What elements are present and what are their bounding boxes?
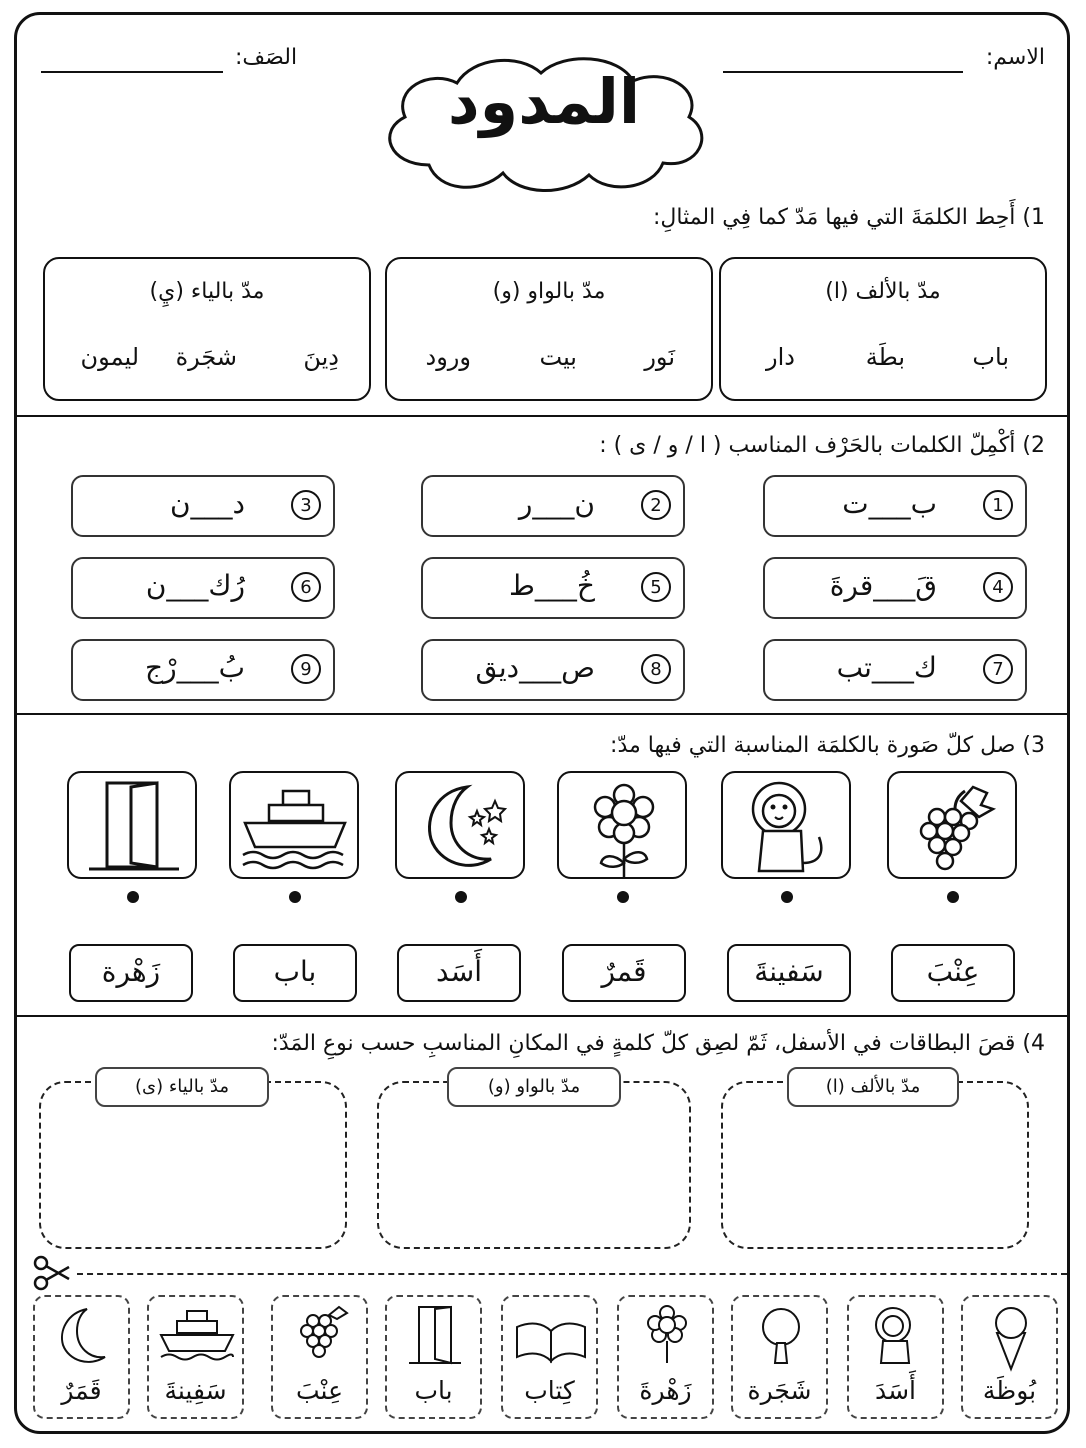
q2-item[interactable] (421, 639, 685, 701)
card-word: شَجَرة (747, 1376, 812, 1405)
card-word: كِتاب (524, 1376, 575, 1405)
card-word: بُوظَة (982, 1376, 1037, 1405)
item-number: 9 (291, 654, 321, 684)
picture-ship[interactable] (229, 771, 359, 879)
paste-box-label: مدّ بالياء (ى) (95, 1067, 269, 1107)
q2-item[interactable] (71, 557, 335, 619)
name-label: الاسم: (985, 45, 1045, 70)
q1-box-title: مدّ بالياء (يِ) (149, 279, 265, 304)
card-word: قَمَرٌ (61, 1376, 102, 1405)
lion-icon (723, 773, 853, 881)
picture-grapes[interactable] (887, 771, 1017, 879)
item-number: 8 (641, 654, 671, 684)
class-field[interactable] (41, 71, 223, 73)
q2-title: 2) أكْمِلّ الكلمات بالحَرْف المناسب ( ا / و / ى ) : (599, 433, 1045, 458)
q2-item[interactable] (763, 639, 1027, 701)
match-dot[interactable] (617, 891, 629, 903)
q1-word[interactable]: ليمون (80, 343, 139, 371)
item-word: ن___ر (518, 487, 595, 520)
cut-card[interactable] (385, 1295, 482, 1419)
q2-item[interactable] (763, 557, 1027, 619)
worksheet (14, 12, 1070, 1434)
card-word: عِنْبَ (295, 1376, 343, 1405)
q1-word[interactable]: بطَة (865, 343, 905, 371)
ship-icon (231, 773, 361, 881)
item-word: ص___ديق (475, 651, 595, 684)
scissors-icon (33, 1255, 73, 1291)
q1-word[interactable]: شجَرة (175, 343, 237, 371)
item-number: 5 (641, 572, 671, 602)
q1-box-title: مدّ بالألف (ا) (825, 279, 941, 304)
item-number: 4 (983, 572, 1013, 602)
cut-card[interactable] (617, 1295, 714, 1419)
cut-card[interactable] (33, 1295, 130, 1419)
item-number: 2 (641, 490, 671, 520)
item-number: 7 (983, 654, 1013, 684)
cut-card[interactable] (847, 1295, 944, 1419)
item-word: د___ن (169, 487, 245, 520)
card-word: سَفِينةَ (164, 1376, 227, 1405)
picture-moon[interactable] (395, 771, 525, 879)
door-icon (69, 773, 199, 881)
flower-icon (559, 773, 689, 881)
q1-box-waw (385, 257, 713, 401)
q1-word[interactable]: ورود (425, 343, 471, 371)
q1-word[interactable]: دِينَ (303, 343, 339, 371)
match-word[interactable]: عِنْبَ (891, 944, 1015, 1002)
item-number: 6 (291, 572, 321, 602)
q2-item[interactable] (421, 475, 685, 537)
section-divider (17, 415, 1067, 417)
match-dot[interactable] (289, 891, 301, 903)
paste-box-label: مدّ بالواو (و) (447, 1067, 621, 1107)
match-dot[interactable] (947, 891, 959, 903)
q3-title: 3) صل كلّ صَورة بالكلمَة المناسبة التي فيها مدّ: (610, 733, 1045, 758)
cut-card[interactable] (731, 1295, 828, 1419)
match-word[interactable]: أَسَد (397, 944, 521, 1002)
page-title: المدود (447, 65, 641, 138)
match-dot[interactable] (781, 891, 793, 903)
paste-box-label: مدّ بالألف (ا) (787, 1067, 959, 1107)
cut-line (77, 1273, 1067, 1275)
picture-door[interactable] (67, 771, 197, 879)
cut-card[interactable] (147, 1295, 244, 1419)
name-field[interactable] (723, 71, 963, 73)
cut-card[interactable] (501, 1295, 598, 1419)
q1-box-title: مدّ بالواو (و) (492, 279, 606, 304)
q1-title: 1) أَحِط الكلمَةَ التي فيها مَدّ كما فِي المثالِ: (652, 205, 1045, 230)
picture-flower[interactable] (557, 771, 687, 879)
section-divider (17, 1015, 1067, 1017)
match-word[interactable]: زَهْرة (69, 944, 193, 1002)
match-word[interactable]: باب (233, 944, 357, 1002)
match-word[interactable]: قَمرٌ (562, 944, 686, 1002)
q1-word[interactable]: دار (766, 343, 795, 371)
item-word: ك___تب (836, 651, 937, 684)
q2-item[interactable] (71, 475, 335, 537)
card-word: زَهْرةَ (639, 1376, 692, 1405)
grapes-icon (889, 773, 1019, 881)
q1-word[interactable]: بيت (539, 343, 577, 371)
q1-word[interactable]: نَور (644, 343, 675, 371)
q2-item[interactable] (421, 557, 685, 619)
item-number: 1 (983, 490, 1013, 520)
item-word: ب___ت (842, 487, 937, 520)
cut-card[interactable] (271, 1295, 368, 1419)
class-label: الصَف: (235, 45, 298, 70)
item-number: 3 (291, 490, 321, 520)
cut-card[interactable] (961, 1295, 1058, 1419)
item-word: خُ___ط (509, 569, 595, 602)
q2-item[interactable] (763, 475, 1027, 537)
q1-box-alif (719, 257, 1047, 401)
q2-item[interactable] (71, 639, 335, 701)
item-word: بُ___رْج (145, 651, 245, 684)
q1-word[interactable]: باب (972, 343, 1009, 371)
match-dot[interactable] (127, 891, 139, 903)
card-word: باب (414, 1376, 453, 1405)
moon-icon (397, 773, 527, 881)
match-word[interactable]: سَفينةَ (727, 944, 851, 1002)
card-word: أَسَدَ (874, 1376, 916, 1405)
item-word: رُك___ن (145, 569, 245, 602)
q1-box-ya (43, 257, 371, 401)
section-divider (17, 713, 1067, 715)
match-dot[interactable] (455, 891, 467, 903)
picture-lion[interactable] (721, 771, 851, 879)
item-word: قَ___قرةَ (829, 569, 937, 602)
q4-title: 4) قصَ البطاقات في الأسفل، ثَمّ لصِق كلّ كلمةٍ في المكانِ المناسبِ حسب نوعِ المَدّ: (271, 1031, 1045, 1056)
